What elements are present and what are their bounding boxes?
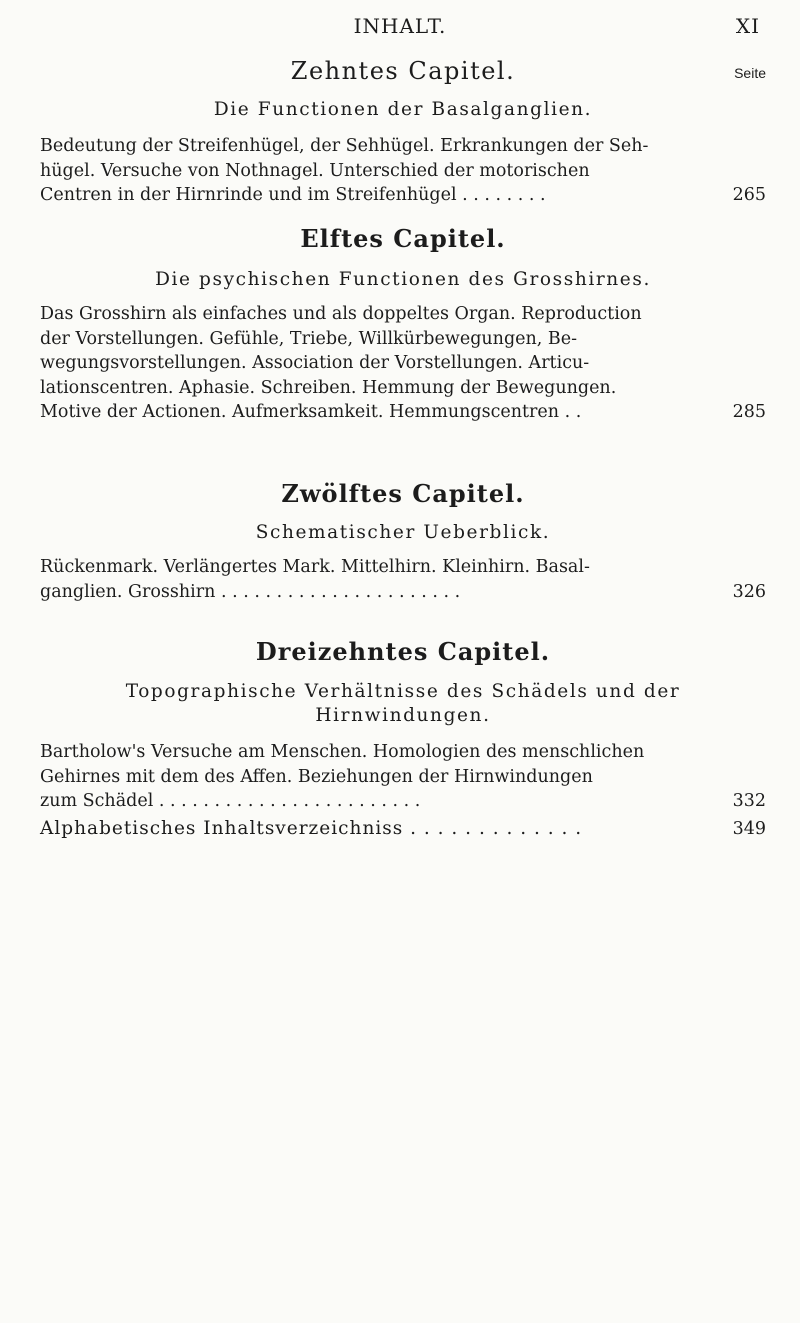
entry-line: der Vorstellungen. Gefühle, Triebe, Willkürbewegungen, Be- [40,328,578,349]
entry-page-number: 285 [732,402,766,422]
entry-line: Centren in der Hirnrinde und im Streifenhügel . . . . . . . . [40,185,546,205]
toc-entry [40,302,766,425]
chapter-subtitle [40,680,766,728]
chapter-subtitle: Die psychischen Functionen des Grosshirnes. [155,269,651,290]
entry-line: Motive der Actionen. Aufmerksamkeit. Hemmungscentren . . [40,402,582,422]
running-title: INHALT. [353,14,447,38]
entry-line: Rückenmark. Verlängertes Mark. Mittelhirn. Kleinhirn. Basal- [40,557,590,577]
chapter-11 [40,224,766,425]
entry-page-number: 326 [732,581,766,602]
entry-line: Gehirnes mit dem des Affen. Beziehungen der Hirnwindungen [40,766,593,787]
chapter-subtitle: Schematischer Ueberblick. [255,522,551,543]
entry-line: Bedeutung der Streifenhügel, der Sehhügel. Erkrankungen der Seh- [40,136,649,156]
page-number: XI [735,14,760,38]
chapter-subtitle: Die Functionen der Basalganglien. [213,99,593,120]
chapter-10 [40,57,766,208]
seite-label: Seite [734,65,766,81]
toc-entry [40,134,766,208]
entry-line: wegungsvorstellungen. Association der Vorstellungen. Articu- [40,353,590,373]
entry-line: hügel. Versuche von Nothnagel. Unterschied der motorischen [40,160,590,181]
page-header [40,14,760,44]
chapter-13 [40,637,766,814]
entry-page-number: 332 [732,791,766,811]
index-label: Alphabetisches Inhaltsverzeichniss . . . . . . . . . . . . . [40,818,583,839]
toc-entry [40,740,766,814]
entry-page-number: 265 [732,185,766,205]
chapter-title: Zehntes Capitel. [290,57,516,85]
toc-entry [40,555,766,604]
entry-page-number: 349 [732,819,766,839]
entry-line: lationscentren. Aphasie. Schreiben. Hemmung der Bewegungen. [40,377,617,398]
entry-line: ganglien. Grosshirn . . . . . . . . . . . . . . . . . . . . . . [40,581,461,602]
chapter-title: Elftes Capitel. [300,224,506,253]
subtitle-line: Topographische Verhältnisse des Schädels und der [125,681,681,702]
subtitle-line: Hirnwindungen. [315,705,491,726]
index-entry [40,818,766,839]
entry-line: zum Schädel . . . . . . . . . . . . . . . . . . . . . . . . [40,791,421,811]
entry-line: Das Grosshirn als einfaches und als doppeltes Organ. Reproduction [40,304,642,324]
chapter-title: Dreizehntes Capitel. [255,637,551,666]
chapter-12 [40,479,766,604]
chapter-title: Zwölftes Capitel. [281,479,525,508]
entry-line: Bartholow's Versuche am Menschen. Homologien des menschlichen [40,742,645,762]
